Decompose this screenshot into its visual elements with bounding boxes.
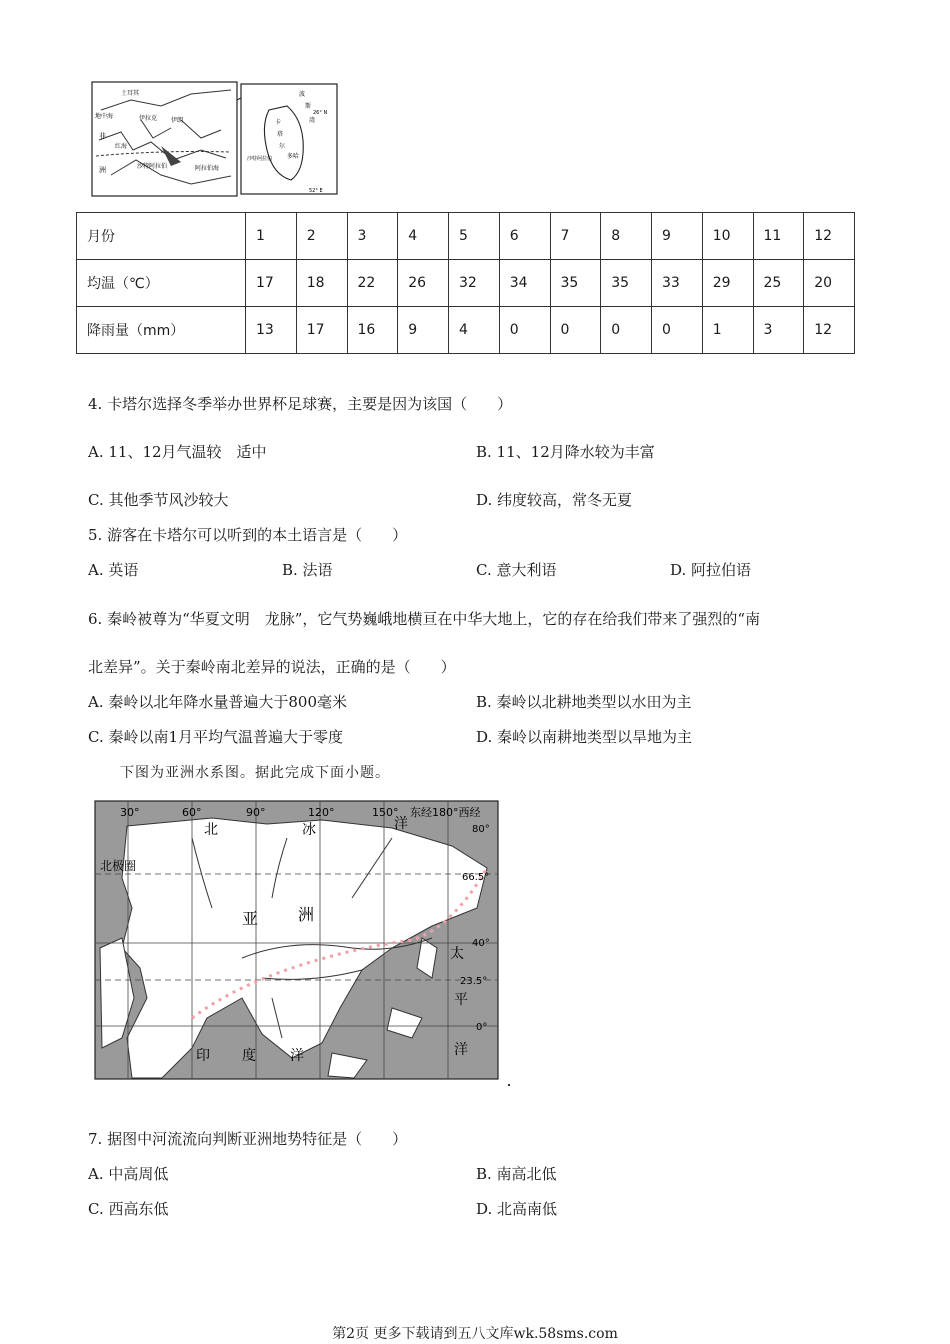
question-5-stem: 5. 游客在卡塔尔可以听到的本土语言是（ ） bbox=[88, 526, 408, 544]
inset-label: 52° E bbox=[309, 188, 323, 194]
row-label: 月份 bbox=[77, 213, 246, 260]
inset-label: 卡 bbox=[275, 119, 282, 126]
inset-label: 沙特阿拉伯 bbox=[247, 156, 273, 162]
place-label: 度 bbox=[242, 1048, 256, 1064]
cell: 16 bbox=[347, 307, 398, 354]
question-7-option-a: A. 中高周低 bbox=[88, 1165, 169, 1183]
cell: 33 bbox=[652, 260, 703, 307]
lat-label: 40° bbox=[472, 938, 490, 949]
map-label: 伊朗 bbox=[171, 117, 184, 124]
question-4-option-b: B. 11、12月降水较为丰富 bbox=[476, 443, 655, 461]
row-label: 降雨量（mm） bbox=[77, 307, 246, 354]
cell: 2 bbox=[296, 213, 347, 260]
page-footer: 第2页 更多下载请到五八文库wk.58sms.com bbox=[332, 1326, 618, 1342]
map-label: 阿拉伯海 bbox=[195, 165, 220, 172]
lat-label: 23.5° bbox=[460, 976, 488, 987]
lat-label: 66.5° bbox=[462, 872, 490, 883]
question-6-stem-line1: 6. 秦岭被尊为“华夏文明 龙脉”，它气势巍峨地横亘在中华大地上，它的存在给我们带来了强烈的“南 bbox=[88, 610, 761, 628]
cell: 3 bbox=[753, 307, 804, 354]
inset-label: 26° N bbox=[313, 110, 328, 116]
cell: 0 bbox=[601, 307, 652, 354]
cell: 0 bbox=[652, 307, 703, 354]
question-4-stem: 4. 卡塔尔选择冬季举办世界杯足球赛，主要是因为该国（ ） bbox=[88, 395, 513, 413]
map-label: 土耳其 bbox=[121, 90, 140, 97]
cell: 8 bbox=[601, 213, 652, 260]
cell: 9 bbox=[398, 307, 449, 354]
qatar-location-map bbox=[91, 80, 341, 198]
inset-label: 尔 bbox=[279, 143, 286, 150]
place-label: 北 bbox=[204, 822, 218, 838]
asia-water-system-map bbox=[92, 798, 502, 1082]
inset-label: 多哈 bbox=[287, 153, 300, 160]
question-4-option-a: A. 11、12月气温较 适中 bbox=[88, 443, 267, 461]
cell: 22 bbox=[347, 260, 398, 307]
question-7-stem: 7. 据图中河流流向判断亚洲地势特征是（ ） bbox=[88, 1130, 408, 1148]
cell: 13 bbox=[246, 307, 297, 354]
question-5-option-d: D. 阿拉伯语 bbox=[670, 561, 752, 579]
cell: 3 bbox=[347, 213, 398, 260]
lon-label: 60° bbox=[182, 806, 202, 819]
question-6-option-d: D. 秦岭以南耕地类型以旱地为主 bbox=[476, 728, 693, 746]
lat-label: 0° bbox=[476, 1022, 488, 1033]
inset-connector bbox=[237, 98, 241, 100]
place-label: 冰 bbox=[302, 822, 316, 838]
lon-label: 东经180°西经 bbox=[410, 806, 481, 819]
climate-table bbox=[76, 212, 855, 354]
question-5-option-c: C. 意大利语 bbox=[476, 561, 557, 579]
lon-label: 30° bbox=[120, 806, 140, 819]
cell: 1 bbox=[702, 307, 753, 354]
lon-label: 120° bbox=[308, 806, 335, 819]
place-label: 太 bbox=[450, 946, 464, 962]
question-6-option-b: B. 秦岭以北耕地类型以水田为主 bbox=[476, 693, 692, 711]
cell: 35 bbox=[550, 260, 601, 307]
inset-label: 湾 bbox=[309, 117, 316, 124]
question-4-option-d: D. 纬度较高，常冬无夏 bbox=[476, 491, 633, 509]
lat-label: 80° bbox=[472, 824, 490, 835]
cell: 25 bbox=[753, 260, 804, 307]
place-label: 洋 bbox=[394, 816, 408, 832]
inset-label: 塔 bbox=[277, 131, 284, 138]
cell: 11 bbox=[753, 213, 804, 260]
place-label: 平 bbox=[454, 992, 468, 1008]
cell: 4 bbox=[398, 213, 449, 260]
map-label: 地中海 bbox=[95, 113, 114, 120]
table-row bbox=[77, 213, 855, 260]
cell: 17 bbox=[296, 307, 347, 354]
question-5-option-b: B. 法语 bbox=[282, 561, 333, 579]
question-7-option-d: D. 北高南低 bbox=[476, 1200, 558, 1218]
question-6-option-c: C. 秦岭以南1月平均气温普遍大于零度 bbox=[88, 728, 344, 746]
question-5-option-a: A. 英语 bbox=[88, 561, 139, 579]
question-7-option-b: B. 南高北低 bbox=[476, 1165, 557, 1183]
cell: 34 bbox=[499, 260, 550, 307]
cell: 7 bbox=[550, 213, 601, 260]
table-row bbox=[77, 307, 855, 354]
cell: 17 bbox=[246, 260, 297, 307]
table-row bbox=[77, 260, 855, 307]
map-intro-text: 下图为亚洲水系图。据此完成下面小题。 bbox=[120, 765, 390, 781]
question-4-option-c: C. 其他季节风沙较大 bbox=[88, 491, 229, 509]
place-label: 洋 bbox=[290, 1048, 304, 1064]
question-6-stem-line2: 北差异”。关于秦岭南北差异的说法，正确的是（ ） bbox=[88, 658, 456, 676]
place-label: 洲 bbox=[298, 905, 315, 924]
inset-label: 斯 bbox=[305, 103, 312, 110]
cell: 0 bbox=[550, 307, 601, 354]
row-label: 均温（℃） bbox=[77, 260, 246, 307]
cell: 12 bbox=[804, 307, 855, 354]
cell: 5 bbox=[449, 213, 500, 260]
cell: 18 bbox=[296, 260, 347, 307]
cell: 26 bbox=[398, 260, 449, 307]
cell: 20 bbox=[804, 260, 855, 307]
cell: 0 bbox=[499, 307, 550, 354]
place-label: 洋 bbox=[454, 1042, 468, 1058]
place-label: 印 bbox=[196, 1048, 210, 1064]
cell: 6 bbox=[499, 213, 550, 260]
cell: 35 bbox=[601, 260, 652, 307]
map-label: 伊拉克 bbox=[139, 115, 158, 122]
cell: 32 bbox=[449, 260, 500, 307]
cell: 9 bbox=[652, 213, 703, 260]
lon-label: 150° bbox=[372, 806, 399, 819]
cell: 29 bbox=[702, 260, 753, 307]
question-6-option-a: A. 秦岭以北年降水量普遍大于800毫米 bbox=[88, 693, 348, 711]
map-label: 红海 bbox=[115, 143, 128, 150]
place-label: 北极圈 bbox=[100, 859, 137, 873]
stray-dot bbox=[508, 1084, 510, 1086]
map-label: 沙特阿拉伯 bbox=[137, 163, 168, 170]
place-label: 亚 bbox=[242, 909, 259, 928]
cell: 4 bbox=[449, 307, 500, 354]
map-label: 非 bbox=[99, 132, 106, 140]
cell: 1 bbox=[246, 213, 297, 260]
map-label: 洲 bbox=[99, 166, 106, 174]
cell: 12 bbox=[804, 213, 855, 260]
inset-label: 波 bbox=[299, 91, 306, 98]
question-7-option-c: C. 西高东低 bbox=[88, 1200, 169, 1218]
cell: 10 bbox=[702, 213, 753, 260]
lon-label: 90° bbox=[246, 806, 266, 819]
